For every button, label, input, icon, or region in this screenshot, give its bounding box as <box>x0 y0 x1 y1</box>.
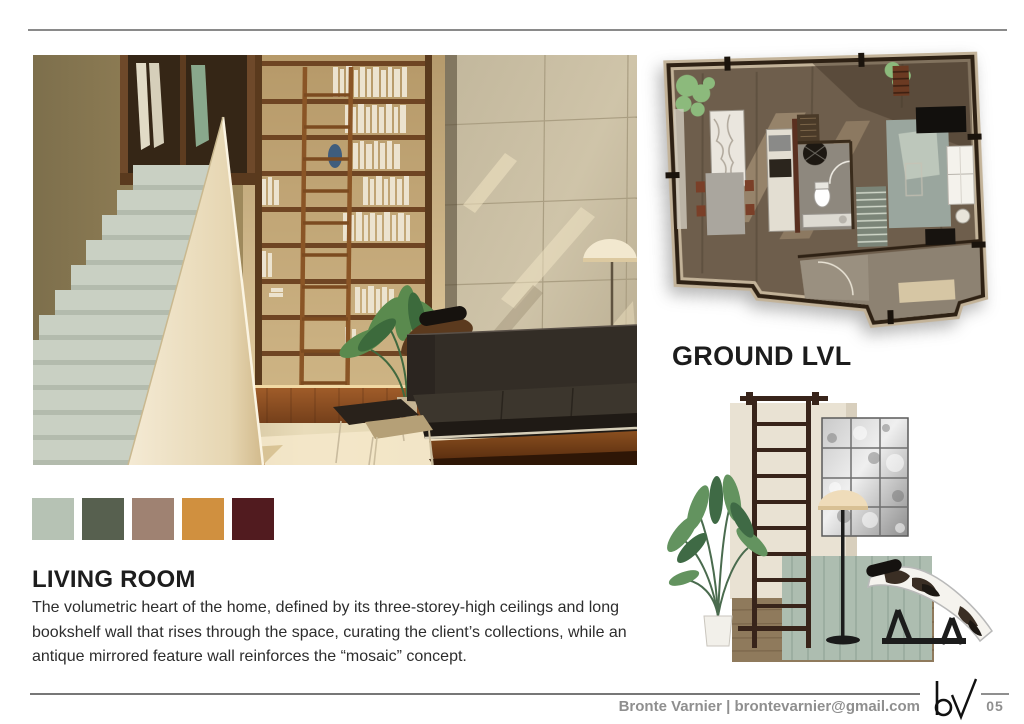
living-room-render <box>33 55 637 465</box>
floor-plan-image <box>656 50 994 338</box>
palette-swatch <box>232 498 274 540</box>
section-description: The volumetric heart of the home, defined by its three-storey-high ceilings and long bookshelf wall that rises through the space, curating the client’s collections, while an antique mirrored feature wall reinforces the “mosaic” concept. <box>32 599 627 665</box>
footer-credit: Bronte Varnier | brontevarnier@gmail.com <box>618 698 920 715</box>
floor-plan-art <box>652 45 994 334</box>
living-room-render-art <box>33 55 637 465</box>
plan-bathroom <box>798 140 854 230</box>
palette-swatch <box>82 498 124 540</box>
vase <box>328 144 342 168</box>
palette-swatch <box>182 498 224 540</box>
plan-title: GROUND LVL <box>672 341 852 371</box>
mood-board-art <box>660 388 1020 680</box>
palette-swatch <box>32 498 74 540</box>
sofa <box>407 325 637 465</box>
palette-swatch <box>132 498 174 540</box>
plan-ladder <box>893 66 910 96</box>
plan-stairs <box>856 186 888 247</box>
bv-logo-icon <box>928 678 980 722</box>
footer-divider <box>30 693 920 695</box>
mood-board-image <box>660 388 1020 680</box>
section-title: LIVING ROOM <box>32 566 196 593</box>
color-palette <box>32 498 274 540</box>
antique-mirror-sample <box>822 418 908 536</box>
page-number: 05 <box>986 698 1004 714</box>
top-divider <box>28 29 1007 31</box>
page-number-rule <box>981 693 1009 695</box>
